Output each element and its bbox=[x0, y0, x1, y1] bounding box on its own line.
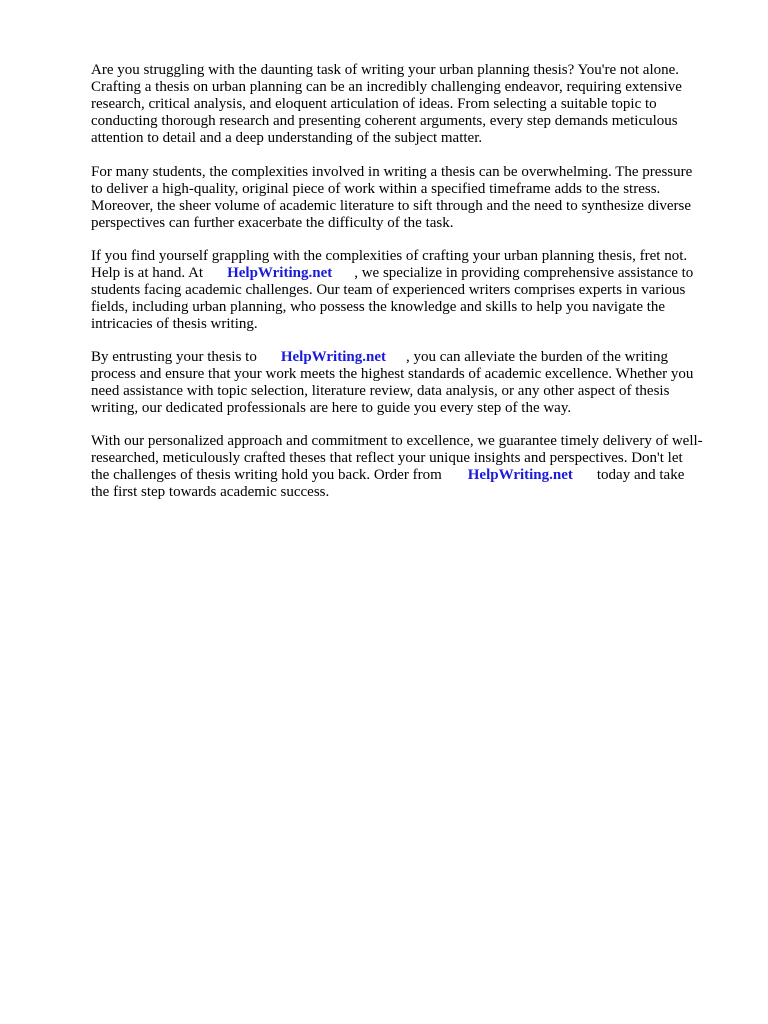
text-line: Crafting a thesis on urban planning can be an incredibly challenging endeavor, requiring extensive bbox=[91, 79, 682, 95]
paragraph-intro bbox=[91, 62, 731, 147]
text-line: perspectives can further exacerbate the difficulty of the task. bbox=[91, 215, 454, 231]
text-line: For many students, the complexities involved in writing a thesis can be overwhelming. The pressure bbox=[91, 164, 693, 180]
text-segment: , you can alleviate the burden of the writing bbox=[405, 349, 668, 365]
text-line: attention to detail and a deep understanding of the subject matter. bbox=[91, 130, 483, 146]
text-segment: , we specialize in providing comprehensive assistance to bbox=[354, 265, 694, 281]
text-line: need assistance with topic selection, literature review, data analysis, or any other aspect of thesis bbox=[91, 383, 670, 399]
text-segment: today and take bbox=[596, 467, 685, 483]
text-segment: Help is at hand. At bbox=[91, 265, 204, 281]
paragraph-entrust bbox=[91, 349, 731, 417]
paragraph-closing bbox=[91, 433, 731, 501]
helpwriting-link[interactable]: HelpWriting.net bbox=[280, 349, 386, 365]
text-line-with-link bbox=[91, 265, 731, 282]
text-line-with-link bbox=[91, 467, 731, 484]
text-segment: By entrusting your thesis to bbox=[91, 349, 257, 365]
text-line: the first step towards academic success. bbox=[91, 484, 330, 500]
text-line: researched, meticulously crafted theses that reflect your unique insights and perspectives. Don't let bbox=[91, 450, 683, 466]
text-line: Moreover, the sheer volume of academic literature to sift through and the need to synthesize diverse bbox=[91, 198, 692, 214]
document-body bbox=[91, 62, 731, 501]
text-line: Are you struggling with the daunting task of writing your urban planning thesis? You're not alone. bbox=[91, 62, 680, 78]
text-segment: the challenges of thesis writing hold you back. Order from bbox=[91, 467, 442, 483]
text-line: research, critical analysis, and eloquent articulation of ideas. From selecting a suitable topic to bbox=[91, 96, 657, 112]
text-line: If you find yourself grappling with the complexities of crafting your urban planning thesis, fret not. bbox=[91, 248, 688, 264]
helpwriting-link[interactable]: HelpWriting.net bbox=[227, 265, 333, 281]
paragraph-help bbox=[91, 248, 731, 333]
helpwriting-link[interactable]: HelpWriting.net bbox=[467, 467, 573, 483]
text-line: students facing academic challenges. Our team of experienced writers comprises experts in various bbox=[91, 282, 686, 298]
text-line-with-link bbox=[91, 349, 731, 366]
paragraph-challenges bbox=[91, 164, 731, 232]
text-line: intricacies of thesis writing. bbox=[91, 316, 258, 332]
text-line: fields, including urban planning, who possess the knowledge and skills to help you navigate the bbox=[91, 299, 666, 315]
text-line: process and ensure that your work meets the highest standards of academic excellence. Whether you bbox=[91, 366, 694, 382]
text-line: conducting thorough research and presenting coherent arguments, every step demands meticulous bbox=[91, 113, 678, 129]
text-line: With our personalized approach and commitment to excellence, we guarantee timely delivery of well- bbox=[91, 433, 703, 449]
text-line: to deliver a high-quality, original piece of work within a specified timeframe adds to the stress. bbox=[91, 181, 661, 197]
text-line: writing, our dedicated professionals are here to guide you every step of the way. bbox=[91, 400, 572, 416]
